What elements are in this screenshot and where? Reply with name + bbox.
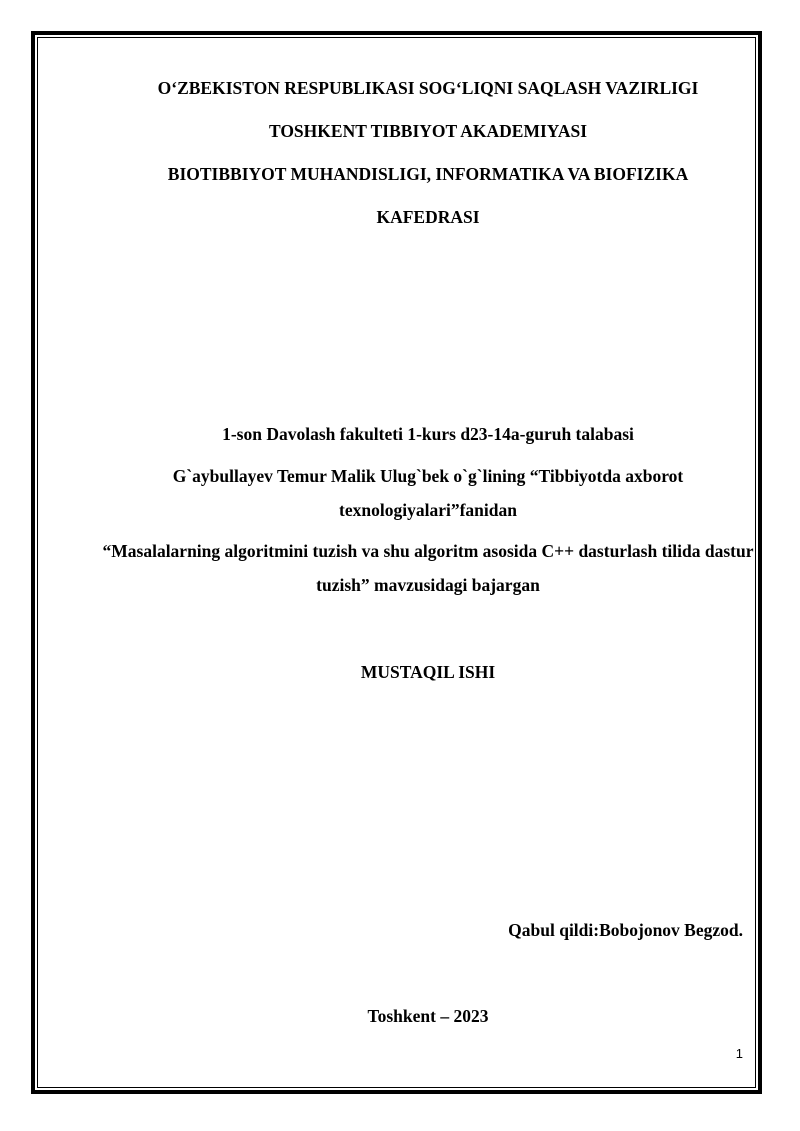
city-year: Toshkent – 2023	[367, 1006, 489, 1026]
accepted-by: Qabul qildi:Bobojonov Begzod.	[508, 920, 743, 940]
work-type-title: MUSTAQIL ISHI	[360, 662, 496, 682]
student-subject-line: G`aybullayev Temur Malik Ulug`bek o`g`lining “Tibbiyotda axborot texnologiyalari”fanidan	[172, 466, 684, 520]
page-number: 1	[735, 1046, 743, 1061]
academy-title: TOSHKENT TIBBIYOT AKADEMIYASI	[268, 121, 588, 141]
student-group-line: 1-son Davolash fakulteti 1-kurs d23-14a-guruh talabasi	[222, 424, 634, 444]
department-title-line2: KAFEDRASI	[376, 207, 480, 227]
ministry-title: O‘ZBEKISTON RESPUBLIKASI SOG‘LIQNI SAQLASH VAZIRLIGI	[157, 78, 699, 98]
work-topic: “Masalalarning algoritmini tuzish va shu algoritm asosida C++ dasturlash tilida dastur tuzish” mavzusidagi bajargan	[102, 541, 754, 595]
department-title-line1: BIOTIBBIYOT MUHANDISLIGI, INFORMATIKA VA BIOFIZIKA	[167, 164, 689, 184]
